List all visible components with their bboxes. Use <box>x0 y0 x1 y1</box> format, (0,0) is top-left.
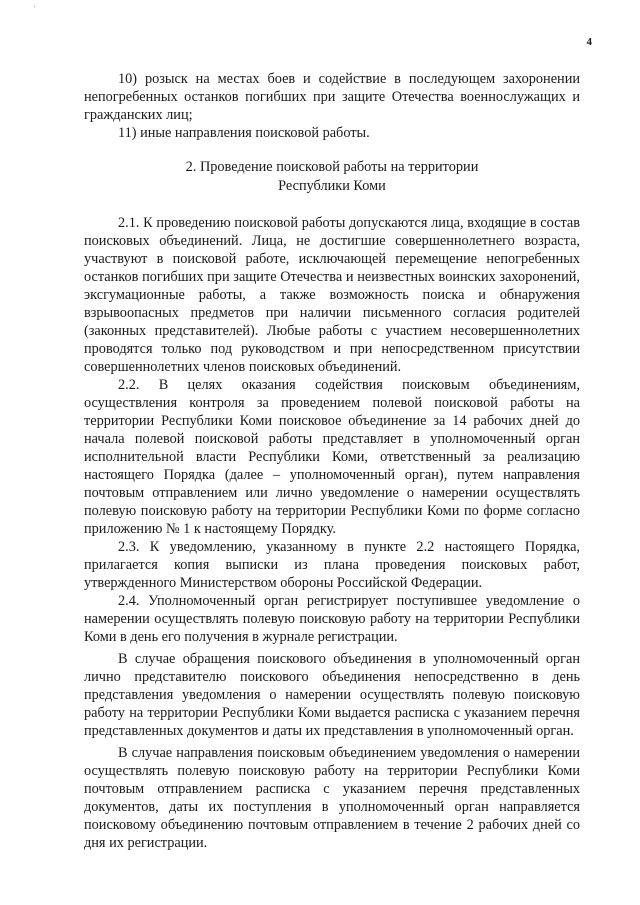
document-body <box>84 70 580 852</box>
paragraph-postal-submission: В случае направления поисковым объединением уведомления о намерении осуществлять полевую поисковую работу на территории Республики Коми почтовым отправлением расписка с указанием перечня представленных документов, даты их поступления в уполномоченный орган направляется поисковому объединению почтовым отправлением в течение 2 рабочих дней со дня их регистрации. <box>84 745 580 851</box>
paragraph-2-4: 2.4. Уполномоченный орган регистрирует поступившее уведомление о намерении осуществлять полевую поисковую работу на территории Республики Коми в день его получения в журнале регистрации. <box>84 593 580 645</box>
scan-mark: ' <box>34 4 36 13</box>
paragraph-2-2: 2.2. В целях оказания содействия поисковым объединениям, осуществления контроля за проведением полевой поисковой работы на территории Республики Коми поисковое объединение за 14 рабочих дней до начала полевой поисковой работы представляет в уполномоченный орган исполнительной власти Республики Коми, ответственный за реализацию настоящего Порядка (далее – уполномоченный орган), путем направления почтовым отправлением или лично уведомление о намерении осуществлять полевую поисковую работу на территории Республики Коми по форме согласно приложению № 1 к настоящему Порядку. <box>84 377 580 537</box>
paragraph-2-1: 2.1. К проведению поисковой работы допускаются лица, входящие в состав поисковых объединений. Лица, не достигшие совершеннолетнего возраста, участвуют в поисковой работе, исключающей перемещение непогребенных останков погибших при защите Отечества и неизвестных воинских захоронений, эксгумационные работы, а также возможность поиска и обнаружения взрывоопасных предметов при наличии письменного согласия родителей (законных представителей). Любые работы с участием несовершеннолетних проводятся только под руководством и при непосредственном присутствии совершеннолетних членов поисковых объединений. <box>84 215 580 375</box>
paragraph-2-3: 2.3. К уведомлению, указанному в пункте 2.2 настоящего Порядка, прилагается копия выписки из плана проведения поисковых работ, утвержденного Министерством обороны Российской Федерации. <box>84 539 580 591</box>
list-item-11: 11) иные направления поисковой работы. <box>118 125 370 141</box>
section-heading <box>84 158 580 196</box>
section-heading-line-1: 2. Проведение поисковой работы на территории <box>185 159 479 175</box>
section-heading-line-2: Республики Коми <box>278 178 386 194</box>
list-item-10: 10) розыск на местах боев и содействие в последующем захоронении непогребенных останков погибших при защите Отечества военнослужащих и гражданских лиц; <box>84 71 580 123</box>
paragraph-personal-submission: В случае обращения поискового объединения в уполномоченный орган лично представителю поискового объединения непосредственно в день представления уведомления о намерении осуществлять полевую поисковую работу на территории Республики Коми выдается расписка с указанием перечня представленных документов и даты их представления в уполномоченный орган. <box>84 651 580 739</box>
page-number: 4 <box>586 36 592 48</box>
